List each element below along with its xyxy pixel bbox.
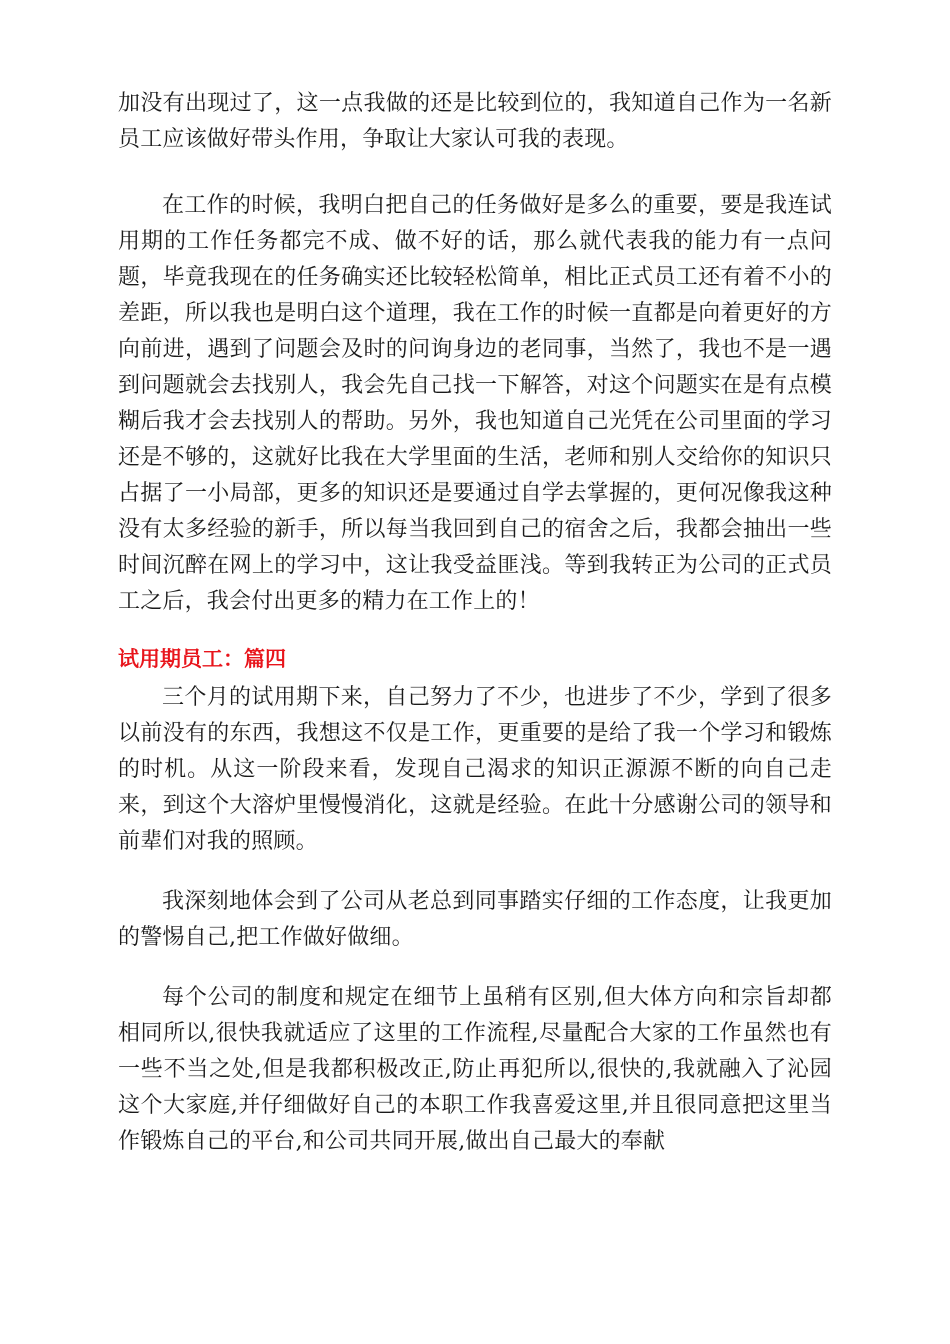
section-heading: 试用期员工：篇四 [118, 647, 286, 671]
paragraph-continued: 加没有出现过了，这一点我做的还是比较到位的，我知道自己作为一名新员工应该做好带头作用，争取让大家认可我的表现。 [118, 91, 832, 152]
paragraph-work-attitude: 在工作的时候，我明白把自己的任务做好是多么的重要，要是我连试用期的工作任务都完不成、做不好的话，那么就代表我的能力有一点问题，毕竟我现在的任务确实还比较轻松简单，相比正式员工还有着不小的差距，所以我也是明白这个道理，我在工作的时候一直都是向着更好的方向前进，遇到了问题会及时的问询身边的老同事，当然了，我也不是一遇到问题就会去找别人，我会先自己找一下解答，对这个问题实在是有点模糊后我才会去找别人的帮助。另外，我也知道自己光凭在公司里面的学习还是不够的，这就好比我在大学里面的生活，老师和别人交给你的知识只占据了一小局部，更多的知识还是要通过自学去掌握的，更何况像我这种没有太多经验的新手，所以每当我回到自己的宿舍之后，我都会抽出一些时间沉醉在网上的学习中，这让我受益匪浅。等到我转正为公司的正式员工之后，我会付出更多的精力在工作上的！ [118, 193, 832, 614]
document-page [118, 86, 832, 1160]
paragraph-three-months: 三个月的试用期下来，自己努力了不少，也进步了不少，学到了很多以前没有的东西，我想这不仅是工作，更重要的是给了我一个学习和锻炼的时机。从这一阶段来看，发现自己渴求的知识正源源不断的向自己走来，到这个大溶炉里慢慢消化，这就是经验。在此十分感谢公司的领导和前辈们对我的照顾。 [118, 685, 832, 854]
paragraph-company-rules: 每个公司的制度和规定在细节上虽稍有区别,但大体方向和宗旨却都相同所以,很快我就适应了这里的工作流程,尽量配合大家的工作虽然也有一些不当之处,但是我都积极改正,防止再犯所以,很快的,我就融入了沁园这个大家庭,并仔细做好自己的本职工作我喜爱这里,并且很同意把这里当作锻炼自己的平台,和公司共同开展,做出自己最大的奉献 [118, 985, 832, 1154]
paragraph-company-attitude: 我深刻地体会到了公司从老总到同事踏实仔细的工作态度，让我更加的警惕自己,把工作做好做细。 [118, 889, 832, 950]
